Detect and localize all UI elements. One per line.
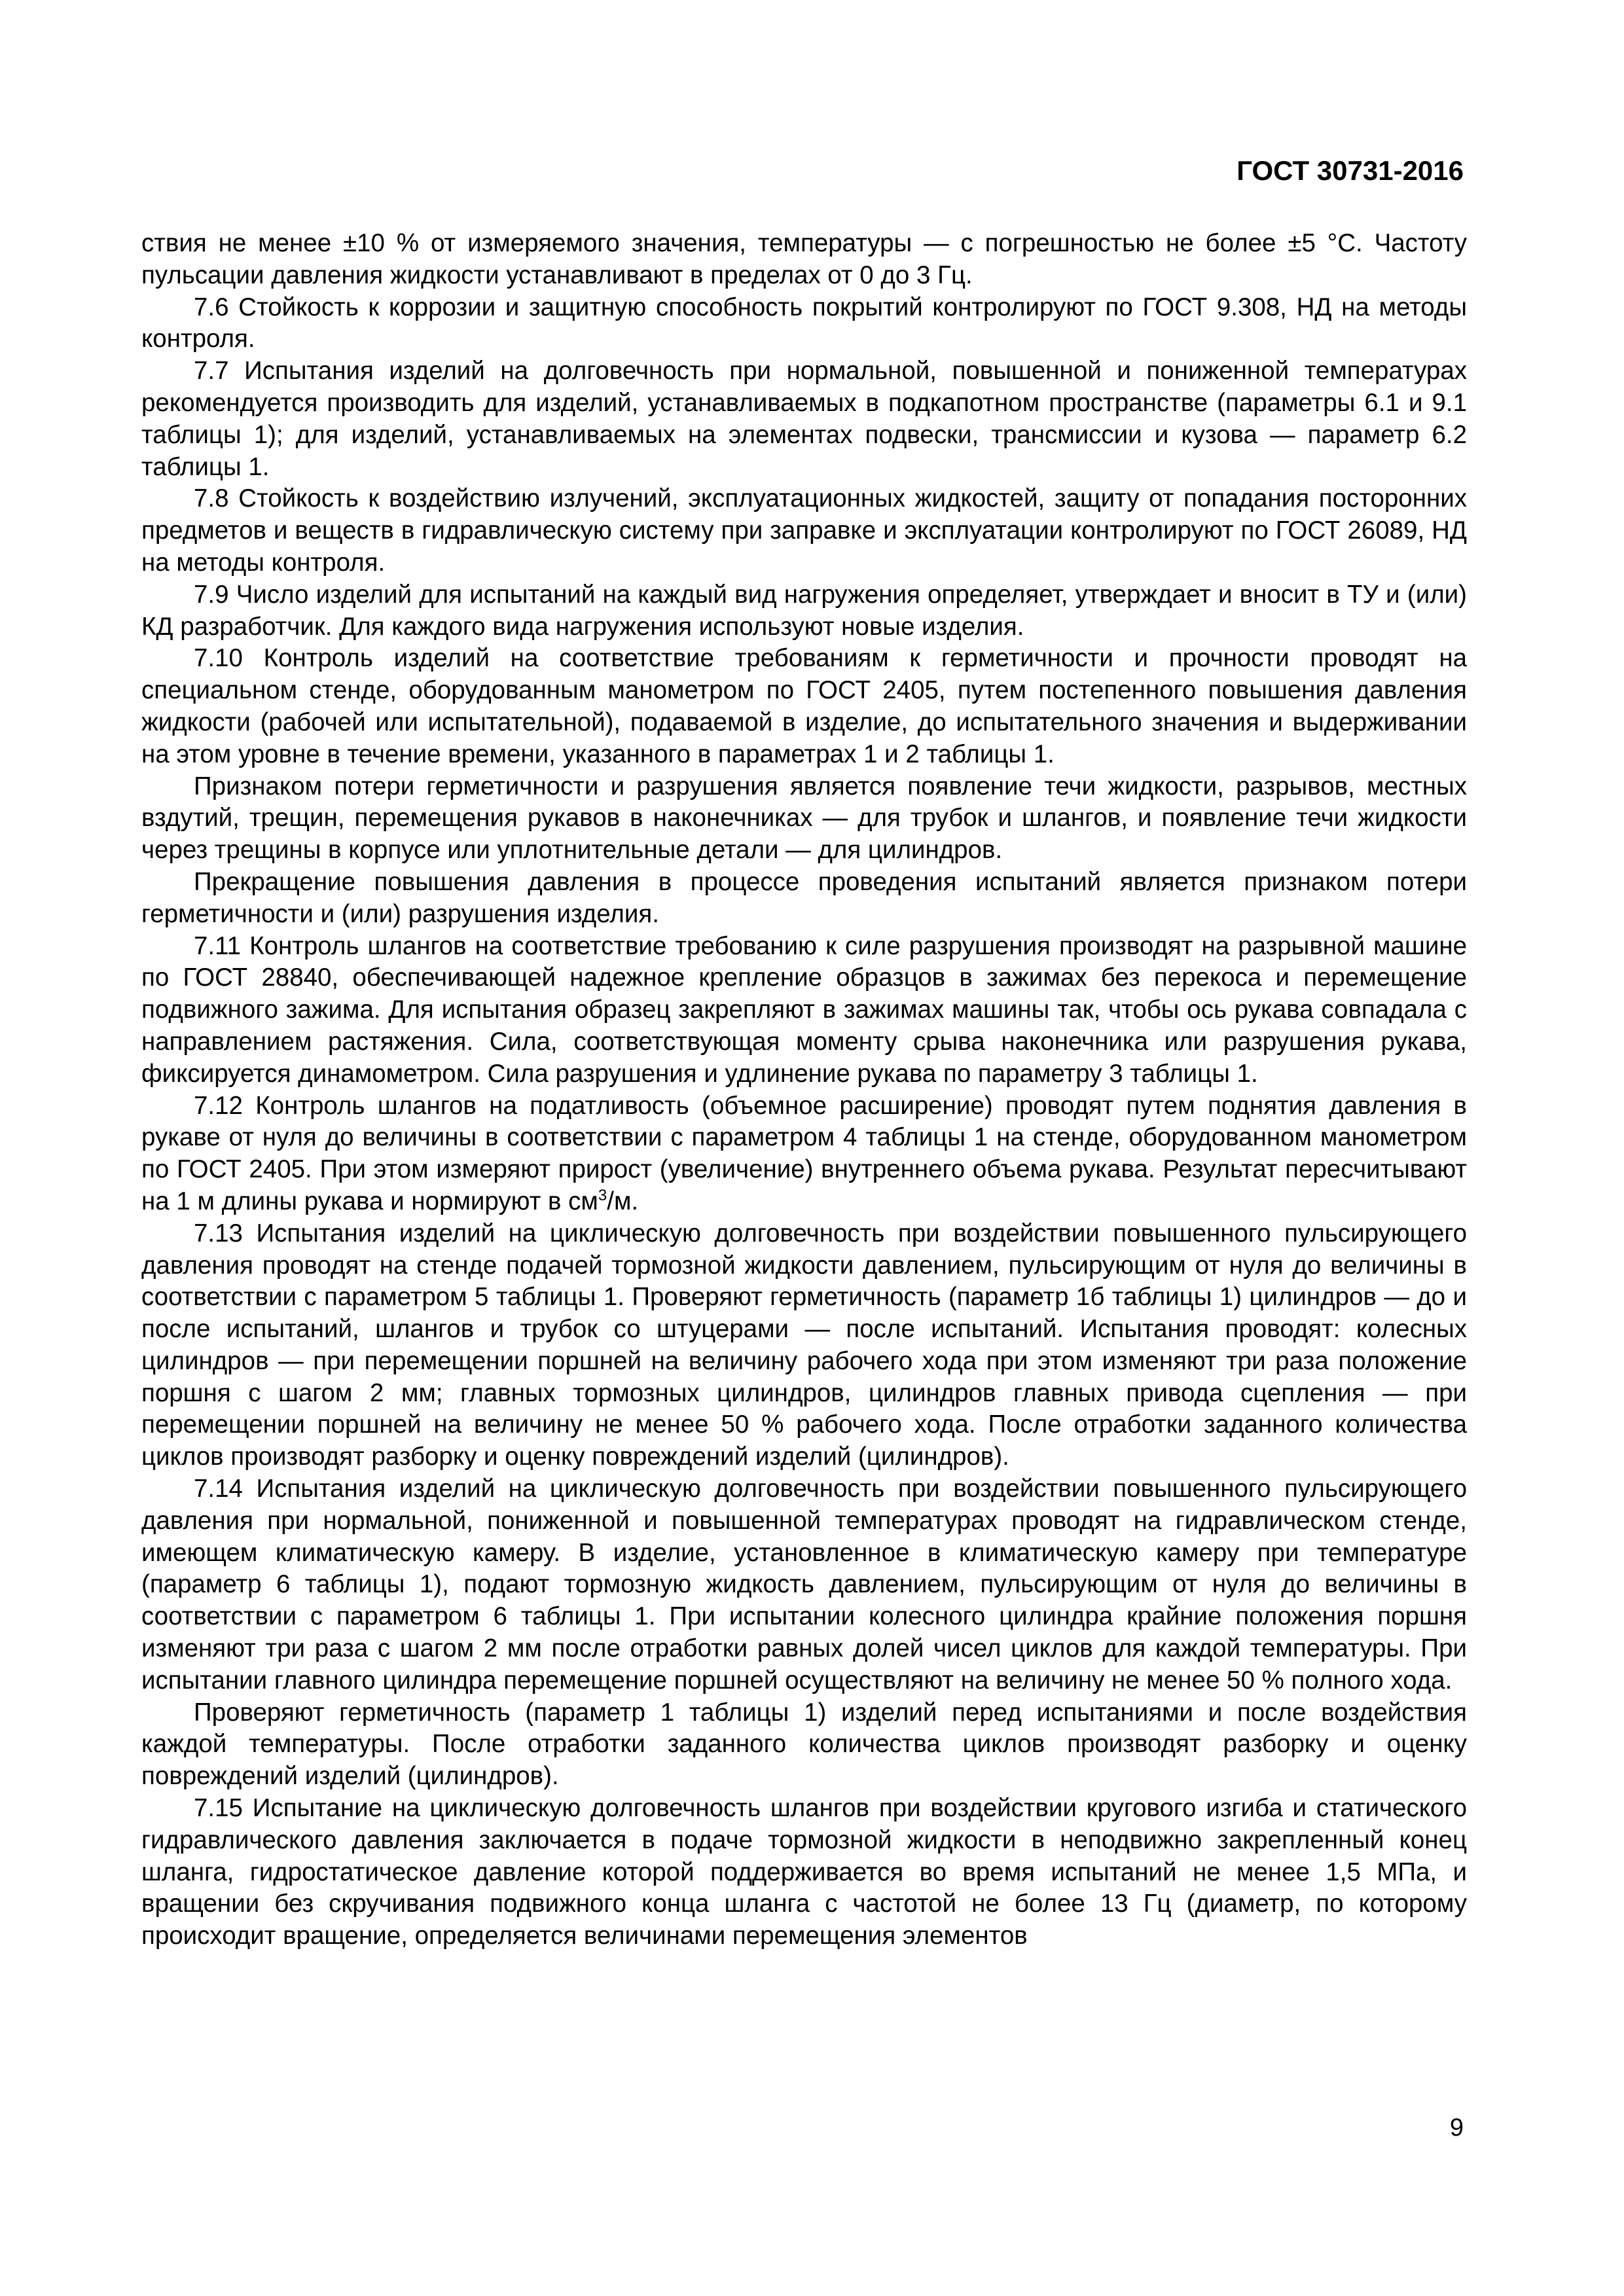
page-number: 9 <box>1449 2114 1464 2142</box>
paragraph: 7.6 Стойкость к коррозии и защитную способность покрытий контролируют по ГОСТ 9.308, НД на методы контроля. <box>141 293 1467 353</box>
paragraph: 7.14 Испытания изделий на циклическую долговечность при воздействии повышенного пульсирующего давления при нормальной, пониженной и повышенной температурах проводят на гидравлическом стенде, имеющем климатическую камеру. В изделие, установленное в климатическую камеру при температуре (параметр 6 таблицы 1), подают тормозную жидкость давлением, пульсирующим от нуля до величины в соответствии с параметром 6 таблицы 1. При испытании колесного цилиндра крайние положения поршня изменяют три раза с шагом 2 мм после отработки равных долей чисел циклов для каждой температуры. При испытании главного цилиндра перемещение поршней осуществляют на величину не менее 50 % полного хода. <box>141 1475 1467 1695</box>
paragraph: Проверяют герметичность (параметр 1 таблицы 1) изделий перед испытаниями и после воздействия каждой температуры. После отработки заданного количества циклов производят разборку и оценку повреждений изделий (цилиндров). <box>141 1698 1467 1791</box>
paragraph: 7.7 Испытания изделий на долговечность при нормальной, повышенной и пониженной температурах рекомендуется производить для изделий, устанавливаемых в подкапотном пространстве (параметры 6.1 и 9.1 таблицы 1); для изделий, устанавливаемых на элементах подвески, трансмиссии и кузова — параметр 6.2 таблицы 1. <box>141 357 1467 481</box>
paragraph: 7.9 Число изделий для испытаний на каждый вид нагружения определяет, утверждает и вносит в ТУ и (или) КД разработчик. Для каждого вида нагружения используют новые изделия. <box>141 580 1467 641</box>
paragraph: Признаком потери герметичности и разрушения является появление течи жидкости, разрывов, местных вздутий, трещин, перемещения рукавов в наконечниках — для трубок и шлангов, и появление течи жидкости через трещины в корпусе или уплотнительные детали — для цилиндров. <box>141 772 1467 865</box>
paragraph: 7.13 Испытания изделий на циклическую долговечность при воздействии повышенного пульсирующего давления проводят на стенде подачей тормозной жидкости давлением, пульсирующим от нуля до величины в соответствии с параметром 5 таблицы 1. Проверяют герметичность (параметр 1б таблицы 1) цилиндров — до и после испытаний, шлангов и трубок со штуцерами — после испытаний. Испытания проводят: колесных цилиндров — при перемещении поршней на величину рабочего хода при этом изменяют три раза положение поршня с шагом 2 мм; главных тормозных цилиндров, цилиндров главных привода сцепления — при перемещении поршней на величину не менее 50 % рабочего хода. После отработки заданного количества циклов производят разборку и оценку повреждений изделий (цилиндров). <box>141 1219 1467 1471</box>
document-header: ГОСТ 30731-2016 <box>1236 155 1464 186</box>
paragraph-tail: /м. <box>607 1187 639 1215</box>
paragraph: 7.8 Стойкость к воздействию излучений, эксплуатационных жидкостей, защиту от попадания посторонних предметов и веществ в гидравлическую систему при заправке и эксплуатации контролируют по ГОСТ 26089, НД на методы контроля. <box>141 484 1467 577</box>
paragraph: 7.11 Контроль шлангов на соответствие требованию к силе разрушения производят на разрывной машине по ГОСТ 28840, обеспечивающей надежное крепление образцов в зажимах без перекоса и перемещение подвижного зажима. Для испытания образец закрепляют в зажимах машины так, чтобы ось рукава совпадала с направлением растяжения. Сила, соответствующая моменту срыва наконечника или разрушения рукава, фиксируется динамометром. Сила разрушения и удлинение рукава по параметру 3 таблицы 1. <box>141 931 1467 1088</box>
document-body <box>141 228 1467 1952</box>
paragraph: 7.10 Контроль изделий на соответствие требованиям к герметичности и прочности проводят на специальном стенде, оборудованным манометром по ГОСТ 2405, путем постепенного повышения давления жидкости (рабочей или испытательной), подаваемой в изделие, до испытательного значения и выдерживании на этом уровне в течение времени, указанного в параметрах 1 и 2 таблицы 1. <box>141 644 1467 768</box>
paragraph-text: 7.12 Контроль шлангов на податливость (объемное расширение) проводят путем поднятия давления в рукаве от нуля до величины в соответствии с параметром 4 таблицы 1 на стенде, оборудованном манометром по ГОСТ 2405. При этом измеряют прирост (увеличение) внутреннего объема рукава. Результат пересчитывают на 1 м длины рукава и нормируют в см <box>141 1091 1467 1215</box>
paragraph: ствия не менее ±10 % от измеряемого значения, температуры — с погрешностью не более ±5 °С. Частоту пульсации давления жидкости устанавливают в пределах от 0 до 3 Гц. <box>141 229 1467 289</box>
superscript: 3 <box>598 1186 607 1204</box>
paragraph: Прекращение повышения давления в процессе проведения испытаний является признаком потери герметичности и (или) разрушения изделия. <box>141 867 1467 928</box>
paragraph <box>141 1090 1467 1218</box>
paragraph: 7.15 Испытание на циклическую долговечность шлангов при воздействии кругового изгиба и статического гидравлического давления заключается в подаче тормозной жидкости в неподвижно закрепленный конец шланга, гидростатическое давление которой поддерживается во время испытаний не менее 1,5 МПа, и вращении без скручивания подвижного конца шланга с частотой не более 13 Гц (диаметр, по которому происходит вращение, определяется величинами перемещения элементов <box>141 1794 1467 1950</box>
